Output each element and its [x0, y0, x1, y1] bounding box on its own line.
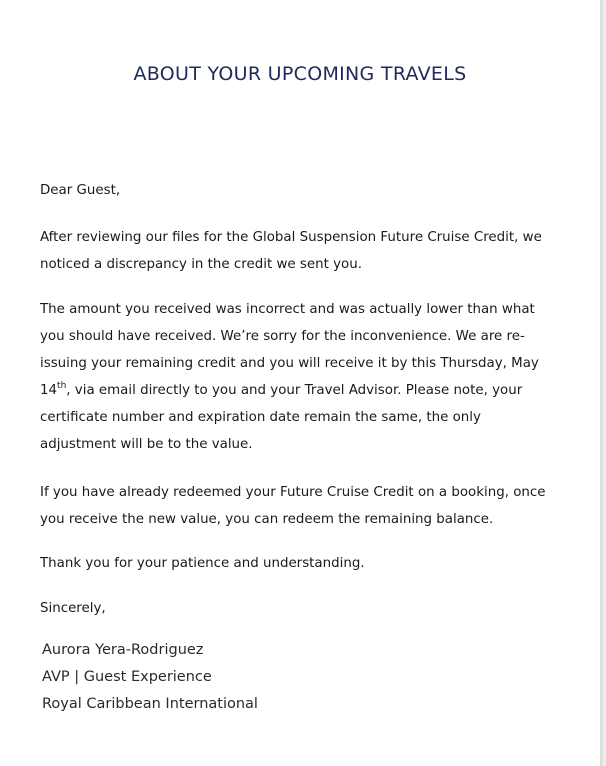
paragraph-discrepancy: After reviewing our files for the Global Suspension Future Cruise Credit, we noticed a discrepancy in the credit we sent you.: [40, 230, 542, 272]
paragraph-reissue-part1: The amount you received was incorrect and was actually lower than what you should have received. We’re sorry for the inconvenience. We are re-issuing your remaining credit and you will receive it by this Thursday, May 14: [40, 302, 539, 398]
paragraph-redeemed: If you have already redeemed your Future Cruise Credit on a booking, once you receive the new value, you can redeem the remaining balance.: [40, 485, 546, 527]
signature-company: Royal Caribbean International: [42, 696, 258, 712]
page-edge-shadow: [600, 0, 606, 766]
closing: Sincerely,: [40, 601, 106, 616]
signature-name: Aurora Yera-Rodriguez: [42, 642, 204, 658]
greeting: Dear Guest,: [40, 183, 121, 198]
signature-role: AVP | Guest Experience: [42, 669, 212, 685]
paragraph-reissue: [40, 296, 560, 458]
paragraph-reissue-part2: , via email directly to you and your Travel Advisor. Please note, your certificate number and expiration date remain the same, the only adjustment will be to the value.: [40, 383, 523, 452]
letter-title: ABOUT YOUR UPCOMING TRAVELS: [133, 63, 467, 85]
signature-block: [42, 637, 258, 718]
date-ordinal-suffix: th: [57, 381, 67, 391]
paragraph-thanks: Thank you for your patience and understanding.: [40, 556, 365, 571]
